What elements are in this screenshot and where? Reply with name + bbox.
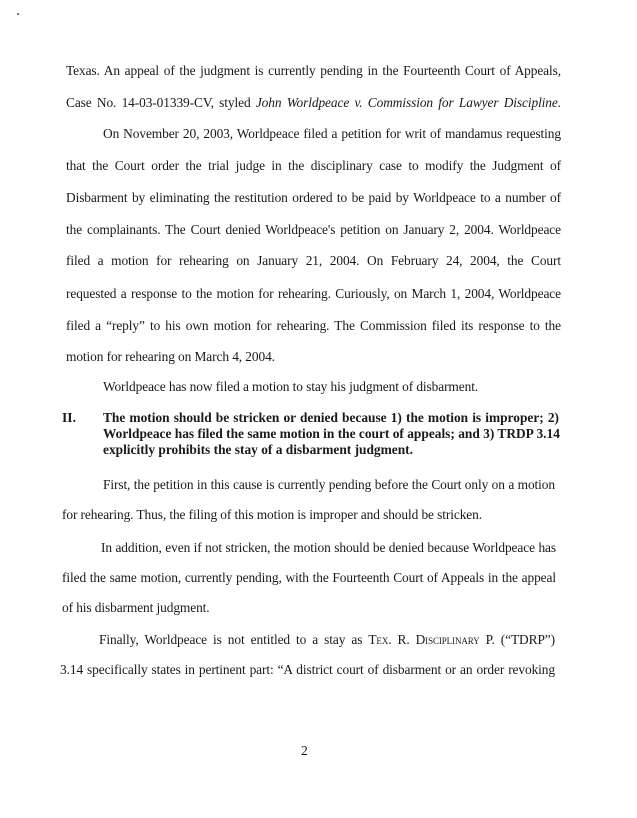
paragraph-2-line-8: motion for rehearing on March 4, 2004. <box>66 349 275 364</box>
paragraph-4-line-1: First, the petition in this cause is currently pending before the Court only on a motion <box>103 477 555 492</box>
paragraph-5-line-2: filed the same motion, currently pending, with the Fourteenth Court of Appeals in the appeal <box>62 570 556 585</box>
scan-speck <box>17 13 19 15</box>
finally-text: Finally, Worldpeace is not entitled to a stay as <box>99 632 369 647</box>
paragraph-1-line-1: Texas. An appeal of the judgment is currently pending in the Fourteenth Court of Appeals, <box>66 63 561 78</box>
paragraph-3: Worldpeace has now filed a motion to stay his judgment of disbarment. <box>103 379 479 394</box>
case-number-text: Case No. 14-03-01339-CV, styled <box>66 95 256 110</box>
heading-line-2: Worldpeace has filed the same motion in the court of appeals; and 3) TRDP 3.14 <box>103 426 560 441</box>
page-number: 2 <box>301 743 308 758</box>
paragraph-1-line-2 <box>66 95 561 111</box>
heading-line-3: explicitly prohibits the stay of a disbarment judgment. <box>103 442 413 457</box>
paragraph-2-line-1: On November 20, 2003, Worldpeace filed a petition for writ of mandamus requesting <box>103 126 561 141</box>
paragraph-5-line-1: In addition, even if not stricken, the motion should be denied because Worldpeace has <box>101 540 556 555</box>
paragraph-4-line-2: for rehearing. Thus, the filing of this motion is improper and should be stricken. <box>62 507 482 522</box>
case-style-italic: John Worldpeace v. Commission for Lawyer Discipline. <box>255 95 561 110</box>
paragraph-2-line-2: that the Court order the trial judge in the disciplinary case to modify the Judgment of <box>66 158 561 173</box>
paragraph-2-line-6: requested a response to the motion for rehearing. Curiously, on March 1, 2004, Worldpeace <box>66 286 561 301</box>
heading-line-1: The motion should be stricken or denied because 1) the motion is improper; 2) <box>103 410 559 425</box>
paragraph-2-line-4: the complainants. The Court denied Worldpeace's petition on January 2, 2004. Worldpeace <box>66 222 561 237</box>
paragraph-2-line-3: Disbarment by eliminating the restitution ordered to be paid by Worldpeace to a number of <box>66 190 561 205</box>
paragraph-5-line-3: of his disbarment judgment. <box>62 600 210 615</box>
paragraph-6-line-1 <box>99 632 555 648</box>
paragraph-6-line-2: 3.14 specifically states in pertinent part: “A district court of disbarment or an order revoking <box>60 662 555 677</box>
section-number: II. <box>62 410 76 425</box>
rule-citation-smallcaps: Tex. R. Disciplinary P. <box>368 632 495 647</box>
tdrp-abbreviation: (“TDRP”) <box>494 632 555 647</box>
paragraph-2-line-7: filed a “reply” to his own motion for rehearing. The Commission filed its response to the <box>66 318 561 333</box>
paragraph-2-line-5: filed a motion for rehearing on January 21, 2004. On February 24, 2004, the Court <box>66 253 561 268</box>
